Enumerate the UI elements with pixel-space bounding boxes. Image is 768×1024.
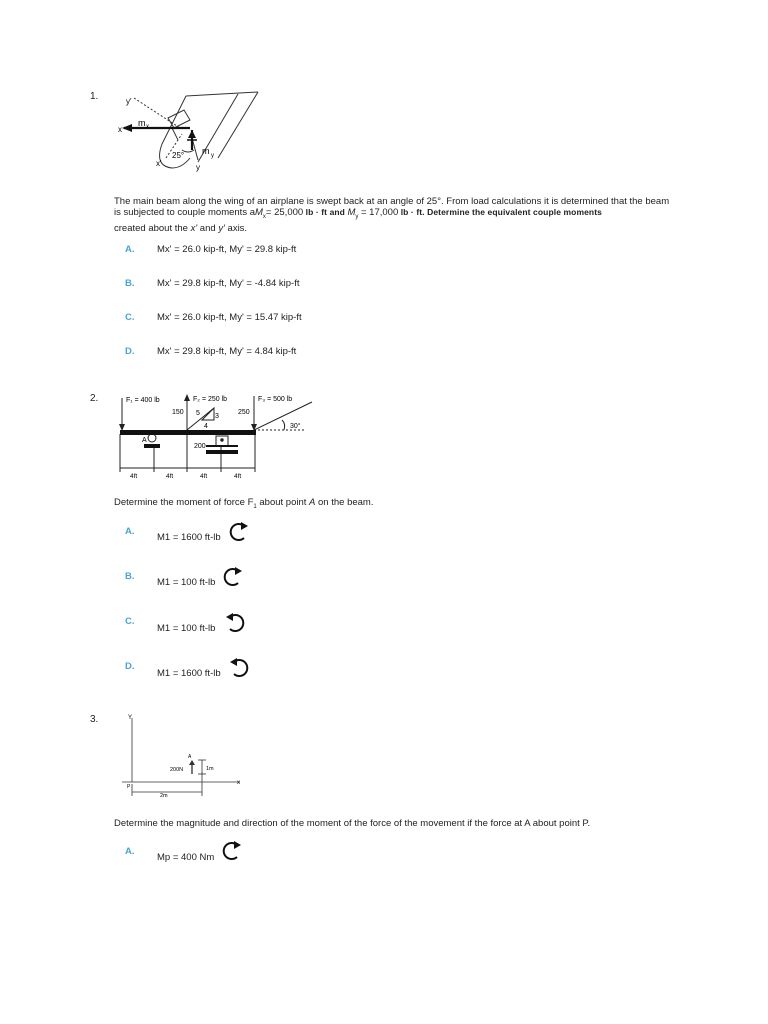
option-letter-b[interactable]: B. [125,571,135,582]
question-number: 1. [90,91,99,102]
vdim-label: 1m [206,766,214,772]
mx-sub-label: x [146,124,149,130]
my-sub-label: y [211,153,214,159]
clockwise-arrow-icon [221,840,243,862]
point-p-label: P [127,784,131,790]
x-axis-label: x [237,780,240,786]
tri3-label: 3 [215,413,219,420]
mx-label: m [138,118,146,128]
question-number: 3. [90,714,99,725]
beam-figure [114,390,324,485]
clockwise-arrow-icon [228,521,250,543]
f3-label: F₃ = 500 lb [258,396,293,403]
dim-label: 4ft [130,473,138,480]
d200-label: 200 [194,443,206,450]
option-text-b[interactable]: Mx' = 29.8 kip-ft, My' = -4.84 kip-ft [157,278,300,289]
x-prime-label: x' [156,159,162,168]
counterclockwise-arrow-icon [224,612,246,634]
option-letter-b[interactable]: B. [125,278,135,289]
question-text: Determine the moment of force $F_1$ about point A on the beam. [114,497,374,510]
option-letter-d[interactable]: D. [125,346,135,357]
option-letter-d[interactable]: D. [125,661,135,672]
counterclockwise-arrow-icon [228,657,250,679]
option-text-d[interactable]: M1 = 1600 ft-lb [157,668,221,679]
option-letter-a[interactable]: A. [125,526,135,537]
option-text-c[interactable]: M1 = 100 ft-lb [157,623,216,634]
question-text: Determine the magnitude and direction of the moment of the force of the movement if the force at A about point P. [114,818,591,829]
question-number: 2. [90,393,99,404]
option-text-c[interactable]: Mx' = 26.0 kip-ft, My' = 15.47 kip-ft [157,312,302,323]
y-axis-label: y [196,163,200,172]
option-letter-a[interactable]: A. [125,244,135,255]
option-text-b[interactable]: M1 = 100 ft-lb [157,577,216,588]
option-letter-c[interactable]: C. [125,616,135,627]
dim-label: 4ft [200,473,208,480]
option-letter-c[interactable]: C. [125,312,135,323]
d250-label: 250 [238,409,250,416]
question-text: The main beam along the wing of an airplane is swept back at an angle of 25°. From load calculations it is determined that the beam is subjected to couple moments $aM_x= 25,000$ lb · ft and $M_y = 17,000$ lb · ft. Determine the equivalent couple moments created about the x' and y' axis. [114,196,670,234]
y-axis-label: Y [128,715,133,721]
angle-label: 25° [172,151,185,160]
option-text-d[interactable]: Mx' = 29.8 kip-ft, My' = 4.84 kip-ft [157,346,297,357]
wing-figure [110,88,270,178]
option-text-a[interactable]: Mx' = 26.0 kip-ft, My' = 29.8 kip-ft [157,244,297,255]
moment-figure [116,712,256,802]
y-prime-label: y' [126,97,132,106]
f1-label: F₁ = 400 lb [126,397,160,404]
option-text-a[interactable]: Mp = 400 Nm [157,852,215,863]
dim-label: 4ft [234,473,242,480]
tri5-label: 5 [196,410,200,417]
option-letter-a[interactable]: A. [125,846,135,857]
point-a-label: A [188,754,192,760]
force-label: 200N [170,767,184,773]
my-label: m [202,146,210,156]
tri4-label: 4 [204,423,208,430]
hdim-label: 2m [160,793,168,799]
point-a-label: A [142,437,147,444]
dim-label: 4ft [166,473,174,480]
x-axis-label: x [118,125,122,134]
clockwise-arrow-icon [222,566,244,588]
d150-label: 150 [172,409,184,416]
f2-label: F₂ = 250 lb [193,396,228,403]
angle-label: 30° [290,423,301,430]
option-text-a[interactable]: M1 = 1600 ft-lb [157,532,221,543]
